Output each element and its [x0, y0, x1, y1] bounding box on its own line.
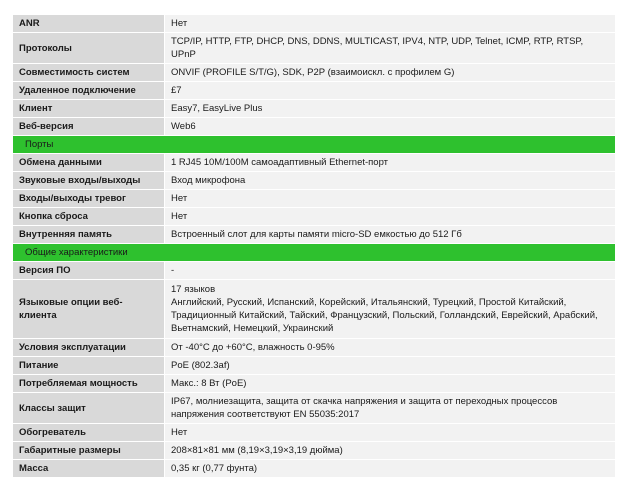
table-row: [13, 190, 616, 208]
row-value: Нет: [165, 15, 616, 33]
row-value: IP67, молниезащита, защита от скачка напряжения и защита от переходных процессов напряжения соответствуют EN 55035:2017: [165, 393, 616, 424]
row-value: Макс.: 8 Вт (PoE): [165, 375, 616, 393]
row-value: Встроенный слот для карты памяти micro-SD емкостью до 512 Гб: [165, 226, 616, 244]
row-label: Языковые опции веб-клиента: [13, 280, 165, 339]
row-label: Потребляемая мощность: [13, 375, 165, 393]
table-row: [13, 15, 616, 33]
table-row: [13, 460, 616, 478]
spec-table: [12, 14, 616, 478]
row-label: Обмена данными: [13, 154, 165, 172]
table-row: [13, 424, 616, 442]
row-value: Web6: [165, 118, 616, 136]
row-label: Входы/выходы тревог: [13, 190, 165, 208]
row-value: ONVIF (PROFILE S/T/G), SDK, P2P (взаимоискл. с профилем G): [165, 64, 616, 82]
table-row: [13, 118, 616, 136]
row-value: Easy7, EasyLive Plus: [165, 100, 616, 118]
row-label: Питание: [13, 357, 165, 375]
row-value: TCP/IP, HTTP, FTP, DHCP, DNS, DDNS, MULTICAST, IPV4, NTP, UDP, Telnet, ICMP, RTP, RTSP, UPnP: [165, 33, 616, 64]
table-row: [13, 100, 616, 118]
row-label: Совместимость систем: [13, 64, 165, 82]
table-row: [13, 375, 616, 393]
table-row: [13, 442, 616, 460]
table-row: [13, 357, 616, 375]
row-label: Классы защит: [13, 393, 165, 424]
row-value: -: [165, 262, 616, 280]
row-label: Версия ПО: [13, 262, 165, 280]
table-row: [13, 208, 616, 226]
table-row: [13, 64, 616, 82]
section-header-general: [13, 244, 616, 262]
row-value: 0,35 кг (0,77 фунта): [165, 460, 616, 478]
row-label: Звуковые входы/выходы: [13, 172, 165, 190]
table-row: [13, 154, 616, 172]
section-header-ports: [13, 136, 616, 154]
table-row: [13, 82, 616, 100]
table-row: [13, 33, 616, 64]
section-title: Порты: [13, 136, 616, 154]
table-row: [13, 393, 616, 424]
row-value: £7: [165, 82, 616, 100]
row-label: Масса: [13, 460, 165, 478]
row-label: Протоколы: [13, 33, 165, 64]
row-value: От -40°C до +60°C, влажность 0-95%: [165, 339, 616, 357]
row-label: Кнопка сброса: [13, 208, 165, 226]
table-row: [13, 262, 616, 280]
row-value: Нет: [165, 190, 616, 208]
row-value: 208×81×81 мм (8,19×3,19×3,19 дюйма): [165, 442, 616, 460]
row-value: 17 языков Английский, Русский, Испанский, Корейский, Итальянский, Турецкий, Простой Китайский, Традиционный Китайский, Тайский, Французский, Польский, Голландский, Еврейский, Арабский, Вьетнамский, Немецкий, Украинский: [165, 280, 616, 339]
row-label: Удаленное подключение: [13, 82, 165, 100]
row-label: Клиент: [13, 100, 165, 118]
row-label: Условия эксплуатации: [13, 339, 165, 357]
section-title: Общие характеристики: [13, 244, 616, 262]
row-label: ANR: [13, 15, 165, 33]
row-value: PoE (802.3af): [165, 357, 616, 375]
row-label: Габаритные размеры: [13, 442, 165, 460]
table-row: [13, 339, 616, 357]
table-row: [13, 226, 616, 244]
row-label: Веб-версия: [13, 118, 165, 136]
table-row: [13, 172, 616, 190]
row-label: Обогреватель: [13, 424, 165, 442]
row-value: 1 RJ45 10M/100M самоадаптивный Ethernet-порт: [165, 154, 616, 172]
table-row: [13, 280, 616, 339]
row-label: Внутренняя память: [13, 226, 165, 244]
row-value: Нет: [165, 208, 616, 226]
row-value: Нет: [165, 424, 616, 442]
row-value: Вход микрофона: [165, 172, 616, 190]
